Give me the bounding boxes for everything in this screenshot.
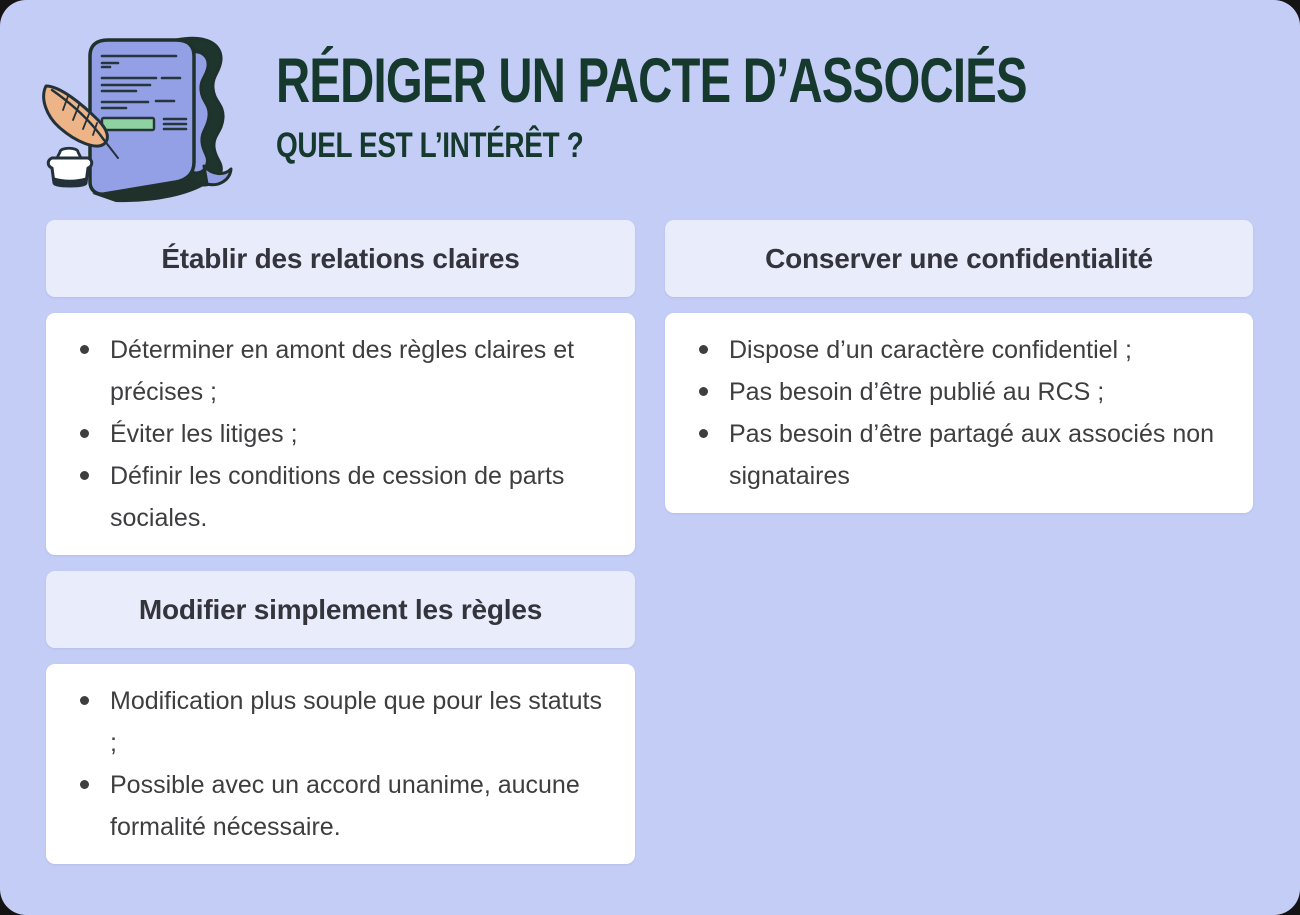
right-column [665,220,1253,529]
section-relations [46,220,635,555]
bullet-item: Possible avec un accord unanime, aucune formalité nécessaire. [70,764,605,848]
page-subtitle: QUEL EST L’INTÉRÊT ? [276,126,584,165]
heading-card-confidentialite [665,220,1253,297]
bullet-item: Définir les conditions de cession de parts sociales. [70,455,605,539]
bullet-item: Modification plus souple que pour les statuts ; [70,680,605,764]
bullet-item: Dispose d’un caractère confidentiel ; [689,329,1223,371]
section-confidentialite [665,220,1253,513]
bullet-item: Pas besoin d’être partagé aux associés non signataires [689,413,1223,497]
scroll-quill-illustration [38,34,248,206]
page-title: RÉDIGER UN PACTE D’ASSOCIÉS [276,46,1027,116]
section-heading: Conserver une confidentialité [765,242,1153,274]
bullet-item: Éviter les litiges ; [70,413,605,455]
heading-card-relations [46,220,635,297]
signature-highlight [102,118,154,130]
section-heading: Modifier simplement les règles [138,593,543,625]
bullet-item: Déterminer en amont des règles claires et précises ; [70,329,605,413]
heading-card-regles [46,571,635,648]
content-card-confidentialite [665,313,1253,513]
section-regles [46,571,635,864]
left-column [46,220,635,880]
content-card-regles [46,664,635,864]
header [276,46,1277,165]
content-card-relations [46,313,635,555]
bullet-item: Pas besoin d’être publié au RCS ; [689,371,1223,413]
bullet-list [70,680,605,848]
bullet-list [689,329,1223,497]
inkwell-icon [48,148,92,186]
bullet-list [70,329,605,539]
section-heading: Établir des relations claires [161,242,520,274]
